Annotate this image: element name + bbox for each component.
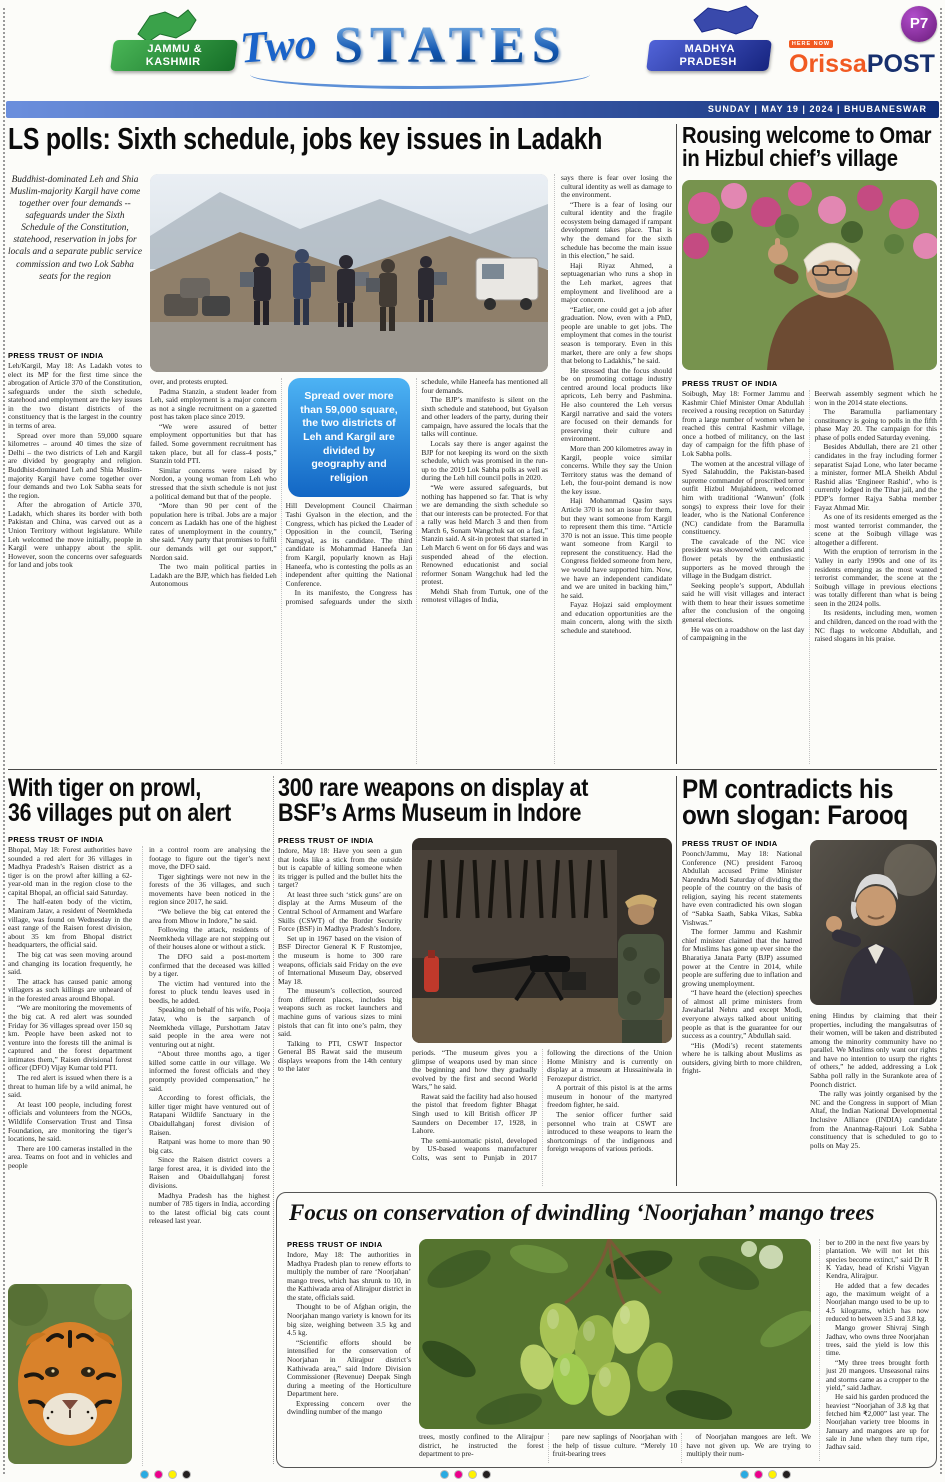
story-farooq [682,776,937,1186]
paragraph: Tiger sightings were not new in the forests of the 36 villages, and such movements have been noticed in the region since 2017, he said. [149,871,270,907]
paragraph: A portrait of this pistol is at the arms museum in honour of the martyred freedom fighter, he said. [547,1083,672,1110]
tiger-headline-line1: With tiger on prowl, [8,774,202,802]
brand-tagline: HERE NOW [789,40,833,48]
ladakh-headline [8,121,672,156]
paragraph: “We believe the big cat entered the area from Mhow in Indore,” he said. [149,907,270,925]
newspaper-brand-logo [789,40,935,79]
weapons-photo-graphic [412,838,672,1043]
paragraph: “We are monitoring the movements of the big cat. A red alert was sounded Friday for 36 villages spread over 150 sq km. People have been asked not to venture into the forests till the animal is captured and the forest department intimates them,” Raisen divisional forest officer (DFO) Vijay Kumar told PTI. [8,1003,132,1073]
paragraph: Beerwah assembly segment which he won in the 2014 state elections. [814,390,937,407]
paragraph: Spread over more than 59,000 square kilometres – around 40 times the size of Delhi – the two districts of Leh and Kargil are divided by geography and religion. Buddhist-dominated Leh and Shia Muslim-majority Kargil have come together over four demands and two Lok Sabha seats for the region. [8,430,142,500]
paragraph: The women at the ancestral village of Syed Salahuddin, the Pakistan-based supreme commander of proscribed terror outfit Hizbul Mujahideen, welcomed him with traditional ‘Wanwun’ (folk songs) to express their love for their leader, who is the National Conference (NC) candidate from the Baramulla constituency. [682,458,805,537]
omar-headline [682,124,937,169]
paragraph: Locals say there is anger against the BJP for not keeping its word on the sixth schedule, which was promised in the run-up to the 2019 Lok Sabha polls as well as during the Leh hill council polls in 2020. [421,439,548,483]
tiger-byline: PRESS TRUST OF INDIA [8,835,104,844]
paragraph: Seeking people’s support, Abdullah said he will visit villages and interact with them to hear their issues sometime after the conclusion of the ongoing general elections. [682,580,805,625]
omar-photo-graphic [682,180,937,370]
paragraph: The former Jammu and Kashmir chief minister claimed that the hatred for Muslims has gone up ever since the Bharatiya Janata Party (BJP) assumed power at the Centre in 2014, while people are suffering due to inflation and growing unemployment. [682,927,802,988]
omar-headline-line1: Rousing welcome to Omar [682,122,932,148]
paragraph: says there is fear over losing the cultural identity as well as damage to the environment. [561,174,672,200]
paragraph: After the abrogation of Article 370, Ladakh, which shares its border with both Pakistan and China, was carved out as a Union Territory without legislature. While Leh welcomed the move initially, people in Kargil were unhappy about the split. However, soon the concerns over safeguards for land and jobs took [8,500,142,570]
omar-headline-line2: in Hizbul chief’s village [682,144,898,171]
weapons-headline [278,776,672,825]
paragraph: Following the attack, residents of Neemkheda village are not stepping out of their houses alone or without a stick. [149,925,270,952]
paragraph: Bhopal, May 18: Forest authorities have sounded a red alert for 36 villages in Madhya Pradesh’s Raisen district as a tiger is on the prowl after killing a 62-year-old man in the region close to the capital Bhopal, an official said Saturday. [8,846,132,897]
ladakh-column-left [8,362,142,764]
paragraph: Talking to PTI, CSWT Inspector General BS Rawat said the museum displays weapons from the 14th century to the later [278,1038,402,1074]
weapons-headline-line1: 300 rare weapons on display at [278,774,589,802]
mango-under-photo-columns [419,1433,811,1463]
dateline-bar: SUNDAY | MAY 19 | 2024 | BHUBANESWAR [6,101,939,118]
paragraph: According to forest officials, the killer tiger might have ventured out of Ratapani Wildlife Sanctuary in the Obaidullahganj forest division of Raisen. [149,1093,270,1137]
paragraph: He stressed that the focus should be on promoting cottage industry centred around local products like apricots, Leh berry and Pashmina. He also countered the Leh versus Kargil narrative and said the voters are focused on their demands for preserving their culture and environment. [561,365,672,444]
paragraph: The victim had ventured into the forest to pluck tendu leaves used in beedis, he added. [149,978,270,1005]
paragraph: over, and protests erupted. [150,378,228,386]
mango-photo [419,1239,811,1429]
paragraph: “His (Modi’s) recent statements where he is talking about Muslims as outsiders, giving birth to more children, fright- [682,1040,802,1076]
column-rule-main [676,124,677,764]
paragraph: Similar concerns were raised by Nordon, a young woman from Leh who stressed that the sixth schedule is not just a political demand but that of the people. [150,465,277,501]
paragraph: The museum’s collection, sourced from different places, includes big weapons such as rocket launchers and machine guns of various sizes to mini pistols that can fit into one’s palm, they said. [278,986,402,1039]
weapons-photo [412,838,672,1043]
paragraph: The cavalcade of the NC vice president was showered with candies and flower petals by the enthusiastic supporters as he moved through the village in the Budgam district. [682,536,805,581]
paragraph: Besides Abdullah, there are 21 other candidates in the fray including former separatist Sajad Lone, who later became a minister, former MLA Sheikh Abdul Rashid alias ‘Engineer Rashid’, who is currently lodged in the Tihar jail, and the PDP’s former Rajya Sabha member Fayaz Ahmad Mir. [814,442,937,512]
farooq-column-right [810,1012,937,1186]
paragraph: “More than 90 per cent of the population here is tribal. Jobs are a major concern as Ladakh has one of the highest rates of unemployment in the country,” she said. “Any party that promises to fulfil our demands will get our support,” Nordon said. [150,501,277,562]
paragraph: “I have heard the (election) speeches of almost all prime ministers from Jawaharlal Nehru and except Modi, everyone always talked about uniting people as that is the guarantee for our success as a country,” Abdullah said. [682,988,802,1041]
tiger-photo-graphic [8,1284,132,1464]
omar-body [682,390,937,764]
tiger-column-left [8,846,132,1278]
paragraph: The Baramulla parliamentary constituency is going to polls in the fifth phase May 20. The campaign for this phase of polls ended Saturday evening. [814,407,937,442]
paragraph: Fayaz Hojazi said employment and education opportunities are the main concern, along with the sixth schedule and statehood. [561,600,672,636]
tiger-photo [8,1284,132,1464]
ladakh-headline-text: LS polls: Sixth schedule, jobs key issues in Ladakh [8,121,603,156]
paragraph: Speaking on behalf of his wife, Pooja Jatav, who is the sarpanch of Neemkheda village, Purshottam Jatav said people in the area were not venturing out at night. [149,1005,270,1049]
paragraph: The rally was jointly organised by the NC and the Congress in support of Mian Altaf, the Indian National Developmental Inclusive Alliance (INDIA) candidate from the Anantnag-Rajouri Lok Sabha constituency that is scheduled to go to polls on May 25. [810,1089,937,1150]
mango-column-right [819,1239,929,1461]
paragraph: Madhya Pradesh has the highest number of 785 tigers in India, according to the latest official big cats count released last year. [149,1190,270,1226]
paragraph: “Scientific efforts should be intensified for the conservation of Noorjahan in Alirajpur district’s Kathiwada area,” said Indore Division Commissioner (Revenue) Deepak Singh during a meeting of the Horticulture Department here. [287,1337,411,1399]
farooq-byline: PRESS TRUST OF INDIA [682,839,778,848]
paragraph: Mehdi Shah from Turtuk, one of the remotest villages of India, [421,586,548,605]
farooq-photo-graphic [810,840,937,1005]
ladakh-pullquote: Spread over more than 59,000 square, the two districts of Leh and Kargil are divided by geography and religion [288,378,411,497]
paragraph: “There is a fear of losing our cultural identity and the fragile ecosystem being damaged if rampant development takes place. That is why the demand for the sixth schedule has become the main issue in this election,” he said. [561,199,672,261]
page-number-badge: P7 [901,6,937,42]
paragraph: Indore, May 18: Have you seen a gun that looks like a stick from the outside but is capable of killing someone when its trigger is pulled and the bullet hits the target? [278,847,402,890]
story-weapons [278,776,672,1186]
weapons-column-left [278,847,402,1186]
paragraph: At least three such ‘stick guns’ are on display at the Arms Museum of the Central School of Armament and Warfare Skills (CSWT) of the Border Security Force (BSF) in Madhya Pradesh’s Indore. [278,889,402,934]
paragraph: There are 100 cameras installed in the area. Teams on foot and in vehicles and people [8,1143,132,1170]
paragraph: “About three months ago, a tiger killed some cattle in our village. We informed the forest officials and they promptly provided compensation,” he said. [149,1049,270,1093]
ladakh-column-right [554,174,672,764]
farooq-headline [682,776,937,829]
mp-badge-line2: PRADESH [679,55,737,68]
jammu-kashmir-badge [110,40,238,71]
paragraph: With the eruption of terrorism in the Valley in early 1990s and one of its residents emerging as the most wanted terrorist commander, the scene at the Soibugh village in previous elections was totally different than what is being seen in the 2024 polls. [814,547,937,608]
paragraph: Thought to be of Afghan origin, the Noorjahan mango variety is known for its big size, weighing between 3.5 kg and 4.5 kg. [287,1302,411,1338]
paragraph: Mango grower Shivraj Singh Jadhav, who owns three Noorjahan trees, said the yield is low this time. [826,1324,929,1358]
paragraph: As one of its residents emerged as the most wanted terrorist commander, the scene at the Soibugh village was altogether a different. [814,512,937,547]
left-edge-decoration [3,8,5,1474]
mango-photo-graphic [419,1239,811,1429]
paragraph: He was on a roadshow on the last day of campaigning in the [682,624,805,643]
omar-photo [682,180,937,370]
paragraph: Haji Mohammad Qasim says Article 370 is not an issue for them, but they want someone from Kargil to represent them this time. “Article 370 is not an issue. This time people want someone from Kargil to represent the constituency. Had the Congress fielded someone from here, we would have supported him. Now, we have an independent candidate and we are united in backing him,” he said. [561,496,672,600]
paragraph: Poonch/Jammu, May 18: National Conference (NC) president Farooq Abdullah accused Prime Minister Narendra Modi Saturday of dividing the people of the country on the basis of religion, saying his recent statements have even contradicted his own slogan of “Sabka Saath, Sabka Vikas, Sabka Vishwas.” [682,850,802,927]
paragraph: The BJP’s manifesto is silent on the sixth schedule and statehood, but Gyalson and other leaders of the party, during their campaign, have assured the locals that the talks will continue. [421,395,548,439]
paragraph: trees, mostly confined to the Alirajpur district, he instructed the forest department to pre- [419,1433,544,1459]
section-title-main: STATES [334,17,568,74]
farooq-photo [810,840,937,1005]
paragraph: Indore, May 18: The authorities in Madhya Pradesh plan to renew efforts to multiply the number of rare ‘Noorjahan’ mango trees, which has shrunk to 10, in the Kathiwada area of Alirajpur district in the state, officials said. [287,1251,411,1302]
story-mango [276,1192,937,1468]
paragraph: “We were assured safeguards, but nothing has happened so far. That is why we are demanding the sixth schedule so that our interests can be protected. For that a rally was held March 3 and then from March 6, Sonam Wangchuk sat on a fast,” Stanzin said. A sit-in protest that started in Leh March 6 went on for 66 days and was suspended ahead of the election. Renowned educationist and social reformer Sonam Wangchuk had led the protest. [421,482,548,587]
paragraph: Ratpani was home to more than 90 big cats. [149,1137,270,1155]
weapons-byline: PRESS TRUST OF INDIA [278,836,374,845]
paragraph: Hill Development Council Chairman Tashi Gyalson in the election, and the Congress, which has picked the Leader of Opposition in the council, Tsering Namgyal, as its candidate. The third candidate is Mohammad Haneefa Jan from Kargil, popularly known as Haji Haneefa, who is contesting the polls as an independent after quitting the National Conference. [285,501,413,588]
paragraph: Set up in 1967 based on the vision of BSF Director General K F Rustomjee, the museum is home to 300 rare weapons, officials said Friday on the eve of International Museum Day, observed May 18. [278,933,402,986]
jk-badge-line2: KASHMIR [145,55,201,68]
paragraph: Expressing concern over the dwindling number of the mango [287,1398,411,1417]
paragraph: periods. “The museum gives you a glimpse of weapons used by man since the beginning and how they gradually evolved by the first and second World Wars,” he said. [412,1049,537,1092]
paragraph: The red alert is issued when there is a threat to human life by a wild animal, he said. [8,1073,132,1100]
story-tiger [8,776,270,1466]
jk-badge-line1: JAMMU & [147,43,203,55]
paragraph: More than 200 kilometres away in Kargil, people voice similar concerns. While they say the Union Territory status was the demand of Leh, the four-point demand is now the key issue. [561,443,672,496]
paragraph: ber to 200 in the next five years by plantation. We will not let this species become extinct,” said Dr R K Yadav, head of Krishi Vigyan Kendra, Alirajpur. [826,1239,929,1281]
paragraph: The attack has caused panic among villagers as such killings are unheard of in the forested areas around Bhopal. [8,976,132,1003]
paragraph: Haji Riyaz Ahmed, a septuagenarian who runs a shop in the Leh market, agrees that employment and livelihood are a major concern. [561,260,672,305]
paragraph: In its manifesto, the Congress has promised safeguards under the sixth schedule, while Haneefa has mentioned all four demands. [285,378,548,606]
paragraph: Since the Raisen district covers a large forest area, it is divided into the Raisen and Obaidullahganj forest divisions. [149,1155,270,1190]
ladakh-intro: Buddhist-dominated Leh and Shia Muslim-majority Kargil have come together over four demands -- safeguards under the Sixth Schedule of the Constitution, statehood, reservation in jobs for locals and a separate public service commission and two Lok Sabha seats for the region [8,175,142,282]
mango-column-left [287,1251,411,1459]
madhya-pradesh-map-icon [688,2,762,38]
tiger-column-right [142,846,270,1466]
paragraph: of Noorjahan mangoes are left. We have not given up. We are trying to multiply their num- [686,1433,811,1459]
mango-byline: PRESS TRUST OF INDIA [287,1240,383,1249]
story-omar [682,124,937,766]
print-registration-marks-left [140,1470,191,1479]
weapons-bottom-columns [412,1049,672,1186]
farooq-column-left [682,850,802,1186]
column-rule-farooq [676,776,677,1186]
paragraph: “My three trees brought forth just 20 mangoes. Unseasonal rains and storms came as a cropper to the yield,” said Jadhav. [826,1358,929,1392]
paragraph: The half-eaten body of the victim, Maniram Jatav, a resident of Neemkheda village, was found on Wednesday in the east range of the Raisen forest division, about 35 km from Bhopal district headquarters, the official said. [8,897,132,950]
paragraph: The senior officer further said personnel who train at CSWT are introduced to these weapons to learn the shortcomings of the indigenous and foreign weapons of various periods. [547,1110,672,1154]
paragraph: He added that a few decades ago, the maximum weight of a Noorjahan mango used to be up to 4.5 kilograms, which has now reduced to between 3.5 and 3.8 kg. [826,1281,929,1324]
brand-name-orissa: Orissa [789,50,867,78]
omar-byline: PRESS TRUST OF INDIA [682,379,778,388]
paragraph: in a control room are analysing the footage to figure out the tiger’s next move, the DFO said. [149,846,270,872]
farooq-headline-line1: PM contradicts his [682,774,894,804]
paragraph: Soibugh, May 18: Former Jammu and Kashmir Chief Minister Omar Abdullah received a rousing reception on Saturday from a large number of women when he reached this central Kashmir village, once a hotbed of militancy, on the last day of campaign for the fifth phase of Lok Sabha polls. [682,390,805,459]
weapons-headline-line2: BSF’s Arms Museum in Indore [278,798,582,827]
mango-headline: Focus on conservation of dwindling ‘Noorjahan’ mango trees [289,1200,875,1225]
paragraph: ening Hindus by claiming that their properties, including the mangalsutras of their women, will be taken and distributed among the minority community have no parallel. We Muslims only want our rights and have no intention to usurp the rights of others,” he added, addressing a Lok Sabha poll rally in the Surankote area of Poonch district. [810,1012,937,1089]
tiger-headline [8,776,270,825]
ladakh-photo-graphic [150,174,548,372]
paragraph: Padma Stanzin, a student leader from Leh, said employment is a major concern as not a single recruitment on a gazetted post has taken place since 2019. [150,386,277,422]
section-title-script: Two [238,18,319,73]
brand-name-post: POST [866,50,935,78]
ladakh-center-text-a [150,378,277,589]
ladakh-photo [150,174,548,372]
paragraph: At least 100 people, including forest officials and volunteers from the NGOs, Wildlife Conservation Trust and Tinsa Foundation, are monitoring the tiger’s locations, he said. [8,1099,132,1144]
column-rule-tiger [273,776,274,1464]
mp-badge-line1: MADHYA [684,43,735,55]
tiger-headline-line2: 36 villages put on alert [8,798,231,827]
paragraph: pare new saplings of Noorjahan with the help of tissue culture. “Merely 10 fruit-bearing trees [552,1433,678,1459]
omar-column-left [682,390,805,643]
omar-column-right [815,390,938,644]
paragraph: The semi-automatic pistol, developed by US-based weapons manufacturer Colts, was sent to Punjab in 2017 following the directions of the Union Home Ministry and is currently on display at a museum at Hussainiwala in Ferozepur district. [412,1049,672,1162]
ladakh-center-columns [150,378,548,764]
title-underline-swoosh [250,60,590,89]
story-ladakh [8,121,672,766]
section-rule-horizontal [8,769,937,770]
jammu-kashmir-map-icon [130,4,200,42]
ladakh-byline: PRESS TRUST OF INDIA [8,351,104,360]
right-edge-decoration [940,8,942,1474]
paragraph: Rawat said the facility had also housed the pistol that freedom fighter Bhagat Singh used to kill British officer JP Saunders on December 17, 1928, in Lahore. [412,1091,537,1136]
paragraph: The two main political parties in Ladakh are the BJP, which has fielded Leh Autonomous [150,562,277,589]
madhya-pradesh-badge [646,40,772,71]
paragraph: “Earlier, one could get a job after graduation. Now, even with a PhD, people are unable to get jobs. The employment that comes in the tourist season is temporary. Even in this market, there are only a few shops that belong to Ladakhis,” he said. [561,304,672,366]
paragraph: Its residents, including men, women and children, danced on the road with the NC flags to welcome Abdullah, and raised slogans in his praise. [814,608,937,644]
paragraph: He said his garden produced the heaviest “Noorjahan of 3.8 kg that fetched him ₹2,000” last year. The Noorjahan variety tree blooms in January and mangoes are up for sale in June when they turn ripe, Jadhav said. [826,1393,929,1452]
farooq-headline-line2: own slogan: Farooq [682,800,908,831]
print-registration-marks-right [740,1470,791,1479]
print-registration-marks-center [440,1470,491,1479]
paragraph: The DFO said a post-mortem confirmed that the deceased was killed by a tiger. [149,951,270,979]
paragraph: “We were assured of better employment opportunities but that has failed. Some government recruitment has taken place, but all for class-4 posts,” Stanzin told PTI. [150,421,277,466]
paragraph: The big cat was seen moving around and changing its location frequently, he said. [8,949,132,977]
paragraph: Leh/Kargil, May 18: As Ladakh votes to elect its MP for the first time since the abrogation of Article 370 of the Constitution, safeguards under the sixth schedule, statehood and employment are the key issues in the two distant districts of the constituency that is the largest in the country in terms of area. [8,362,142,431]
